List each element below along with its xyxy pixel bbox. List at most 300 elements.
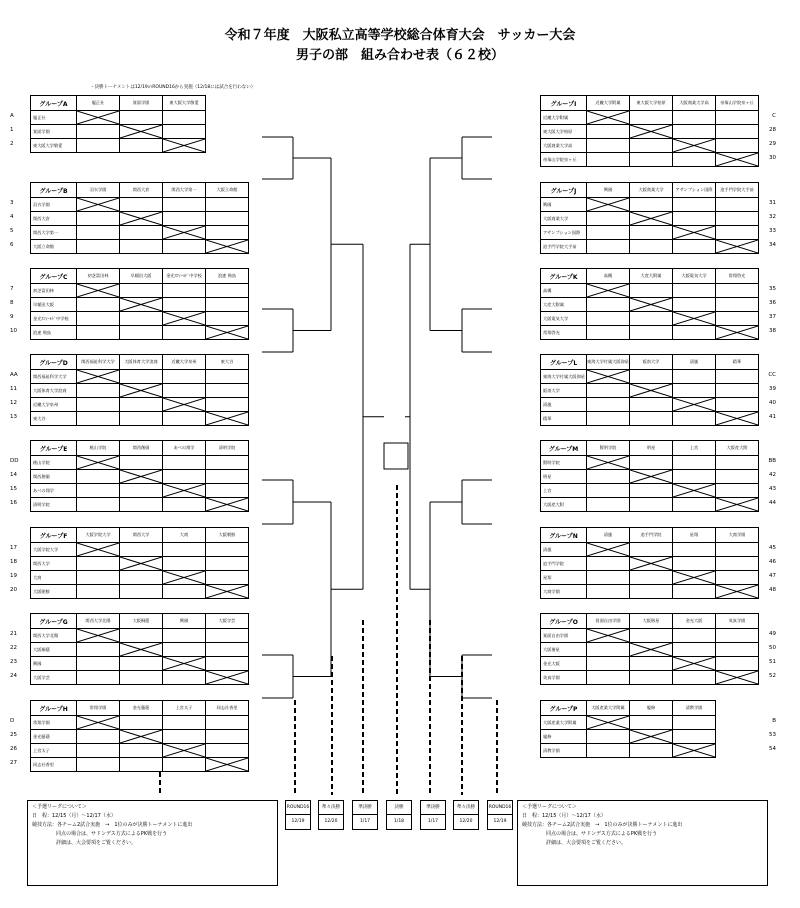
entry-number: 16: [10, 500, 17, 506]
result-cell: [120, 484, 163, 498]
result-cell: [120, 744, 163, 758]
group-header-team: 関西大学: [120, 528, 163, 543]
result-cell: [673, 284, 716, 298]
group-row-team: 箕面学園: [31, 125, 77, 139]
group-row-team: 賢明学院: [541, 456, 587, 470]
group-row-team: 関西大学: [31, 557, 77, 571]
group-name: グループK: [541, 269, 587, 284]
group-header-team: 大阪学芸: [206, 614, 249, 629]
self-match-cross: [630, 125, 673, 139]
group-header-team: 大商: [163, 528, 206, 543]
group-header-team: 上宮太子: [163, 701, 206, 716]
self-match-cross: [630, 212, 673, 226]
result-cell: [716, 557, 759, 571]
result-cell: [716, 212, 759, 226]
group-header-team: 関西福祉科学大学: [77, 355, 120, 370]
group-row-team: 大阪電気大学: [541, 312, 587, 326]
entry-number: 38: [769, 328, 776, 334]
entry-number: 1: [10, 127, 14, 133]
entry-number: 9: [10, 314, 14, 320]
result-cell: [716, 226, 759, 240]
group-header-team: 大阪朝鮮: [206, 528, 249, 543]
result-cell: [587, 212, 630, 226]
result-cell: [77, 139, 120, 153]
group-row-team: 近畿大学泉州: [31, 398, 77, 412]
group-header-team: 大阪産業大学附属: [587, 701, 630, 716]
self-match-cross: [120, 557, 163, 571]
group-row-team: 興國: [31, 657, 77, 671]
self-match-cross: [77, 111, 120, 125]
group-row-team: 清風: [541, 398, 587, 412]
result-cell: [163, 557, 206, 571]
group-header-team: 英真学園: [716, 614, 759, 629]
self-match-cross: [206, 585, 249, 599]
result-cell: [163, 370, 206, 384]
info-tiebreak: 同点の場合は、サドンデス方式によるPK戦を行う: [56, 831, 168, 837]
group-row-team: 清教学園: [541, 744, 587, 758]
result-cell: [163, 543, 206, 557]
result-cell: [630, 744, 673, 758]
self-match-cross: [587, 716, 630, 730]
group-row-team: 大阪偕星: [541, 643, 587, 657]
self-match-cross: [716, 412, 759, 426]
preliminary-info-left: [27, 800, 278, 886]
round-box: [285, 800, 311, 830]
group-header-team: 初芝富田林: [77, 269, 120, 284]
result-cell: [77, 730, 120, 744]
entry-number: 50: [769, 645, 776, 651]
group-table: [30, 95, 206, 153]
group-header-team: 大阪偕星: [630, 614, 673, 629]
final-slot: [384, 443, 408, 469]
self-match-cross: [120, 730, 163, 744]
group-header-team: 同志社香里: [206, 701, 249, 716]
result-cell: [673, 643, 716, 657]
result-cell: [206, 657, 249, 671]
group-row-team: 大阪立命館: [31, 240, 77, 254]
result-cell: [587, 643, 630, 657]
result-cell: [716, 139, 759, 153]
result-cell: [630, 671, 673, 685]
result-cell: [206, 312, 249, 326]
group-row-team: 金光大阪: [541, 657, 587, 671]
group-header-team: 大阪商業大学高: [673, 96, 716, 111]
entry-number: 35: [769, 286, 776, 292]
self-match-cross: [120, 125, 163, 139]
result-cell: [716, 125, 759, 139]
result-cell: [77, 671, 120, 685]
result-cell: [673, 730, 716, 744]
result-cell: [716, 484, 759, 498]
result-cell: [77, 585, 120, 599]
info-method: 競技方法：各チーム2試合実施 → 1位のみが決勝トーナメントに進出: [32, 822, 193, 828]
entry-number: 26: [10, 746, 17, 752]
entry-number: CC: [768, 372, 776, 378]
entry-number: 33: [769, 228, 776, 234]
self-match-cross: [673, 312, 716, 326]
entry-number: DD: [10, 458, 19, 464]
preliminary-info-right: [517, 800, 768, 886]
group-name: グループE: [31, 441, 77, 456]
group-header-team: 羽衣学園: [77, 183, 120, 198]
result-cell: [673, 125, 716, 139]
round-name: 準々決勝: [454, 801, 478, 815]
result-cell: [206, 370, 249, 384]
entry-number: 21: [10, 631, 17, 637]
group-name: グループJ: [541, 183, 587, 198]
self-match-cross: [77, 198, 120, 212]
self-match-cross: [77, 456, 120, 470]
entry-number: 4: [10, 214, 14, 220]
entry-number: 48: [769, 587, 776, 593]
group-row-team: 大阪学院大学: [31, 543, 77, 557]
result-cell: [716, 298, 759, 312]
group-row-team: 英真学園: [541, 671, 587, 685]
result-cell: [630, 370, 673, 384]
result-cell: [163, 125, 206, 139]
result-cell: [630, 585, 673, 599]
result-cell: [163, 284, 206, 298]
result-cell: [120, 657, 163, 671]
result-cell: [587, 585, 630, 599]
self-match-cross: [673, 744, 716, 758]
group-header-team: 興國: [163, 614, 206, 629]
self-match-cross: [673, 657, 716, 671]
group-header-team: 箕面学園: [120, 96, 163, 111]
group-header-team: 追手門学院: [630, 528, 673, 543]
result-cell: [163, 716, 206, 730]
result-cell: [120, 398, 163, 412]
result-cell: [77, 125, 120, 139]
group-row-team: 清風: [541, 543, 587, 557]
result-cell: [587, 412, 630, 426]
self-match-cross: [163, 657, 206, 671]
result-cell: [673, 543, 716, 557]
result-cell: [673, 557, 716, 571]
group-header-team: 関西大倉: [120, 183, 163, 198]
group-table: [30, 268, 249, 340]
self-match-cross: [587, 456, 630, 470]
self-match-cross: [673, 484, 716, 498]
group-header-team: 清明学院: [206, 441, 249, 456]
result-cell: [120, 312, 163, 326]
result-cell: [120, 629, 163, 643]
group-header-team: 金光藤蔭: [120, 701, 163, 716]
group-header-team: 常翔啓光: [716, 269, 759, 284]
group-row-team: 阪南大学: [541, 384, 587, 398]
result-cell: [673, 629, 716, 643]
result-cell: [206, 484, 249, 498]
entry-number: 36: [769, 300, 776, 306]
self-match-cross: [120, 298, 163, 312]
self-match-cross: [587, 284, 630, 298]
round-date: 12/20: [324, 819, 338, 824]
result-cell: [163, 326, 206, 340]
group-row-team: 早稲田大阪: [31, 298, 77, 312]
group-name: グループH: [31, 701, 77, 716]
round-name: ROUND16: [488, 801, 512, 815]
group-header-team: 関西大学北陽: [77, 614, 120, 629]
result-cell: [673, 212, 716, 226]
group-row-team: 東大阪大学柏原: [541, 125, 587, 139]
result-cell: [587, 571, 630, 585]
result-cell: [716, 470, 759, 484]
group-row-team: 金光ｽﾌｨｰﾙﾄﾞ中学校: [31, 312, 77, 326]
group-header-team: 東大阪大学敬愛: [163, 96, 206, 111]
group-header-team: 星翔: [673, 528, 716, 543]
round-box: [352, 800, 378, 830]
self-match-cross: [673, 571, 716, 585]
result-cell: [630, 716, 673, 730]
result-cell: [163, 198, 206, 212]
result-cell: [163, 111, 206, 125]
result-cell: [716, 398, 759, 412]
result-cell: [206, 470, 249, 484]
self-match-cross: [716, 585, 759, 599]
entry-number: 39: [769, 386, 776, 392]
result-cell: [587, 226, 630, 240]
group-header-team: 明星: [630, 441, 673, 456]
group-row-team: 大阪商業大学高: [541, 139, 587, 153]
result-cell: [587, 240, 630, 254]
result-cell: [77, 744, 120, 758]
group-row-team: 大産大附属: [541, 298, 587, 312]
self-match-cross: [630, 730, 673, 744]
result-cell: [630, 543, 673, 557]
self-match-cross: [587, 370, 630, 384]
round-name: 準決勝: [421, 801, 445, 815]
group-header-team: 大阪商業大学: [630, 183, 673, 198]
group-row-team: 初芝富田林: [31, 284, 77, 298]
self-match-cross: [77, 543, 120, 557]
result-cell: [77, 398, 120, 412]
self-match-cross: [673, 139, 716, 153]
result-cell: [120, 240, 163, 254]
result-cell: [587, 470, 630, 484]
info-heading: ＜予選リーグについて＞: [522, 804, 577, 810]
entry-number: 28: [769, 127, 776, 133]
group-row-team: 大阪体育大学浪商: [31, 384, 77, 398]
result-cell: [673, 111, 716, 125]
result-cell: [77, 557, 120, 571]
group-row-team: あべの翔学: [31, 484, 77, 498]
result-cell: [163, 298, 206, 312]
group-row-team: 東海大学付属大阪仰星: [541, 370, 587, 384]
result-cell: [587, 730, 630, 744]
group-row-team: 追手門学院大手前: [541, 240, 587, 254]
entry-number: B: [772, 718, 776, 724]
round-box: [318, 800, 344, 830]
group-row-team: 大商学園: [541, 585, 587, 599]
result-cell: [206, 557, 249, 571]
result-cell: [206, 456, 249, 470]
group-row-team: 関西創価: [31, 470, 77, 484]
result-cell: [587, 671, 630, 685]
result-cell: [673, 198, 716, 212]
entry-number: 13: [10, 414, 17, 420]
entry-number: 44: [769, 500, 776, 506]
result-cell: [77, 384, 120, 398]
result-cell: [630, 326, 673, 340]
result-cell: [77, 326, 120, 340]
entry-number: 20: [10, 587, 17, 593]
result-cell: [77, 240, 120, 254]
entry-number: 51: [769, 659, 776, 665]
group-table: [540, 527, 759, 599]
group-header-team: 金光ｽﾌｨｰﾙﾄﾞ中学校: [163, 269, 206, 284]
self-match-cross: [630, 384, 673, 398]
group-header-team: 賢明学院: [587, 441, 630, 456]
group-header-team: 上宮: [673, 441, 716, 456]
info-details: 詳細は、大会要項をご覧ください。: [546, 840, 627, 846]
entry-number: 11: [10, 386, 17, 392]
entry-number: 37: [769, 314, 776, 320]
round-box: [487, 800, 513, 830]
group-header-team: 履正社: [77, 96, 120, 111]
result-cell: [120, 139, 163, 153]
round-date: 12/19: [493, 819, 507, 824]
round-box: [453, 800, 479, 830]
group-header-team: 履修: [630, 701, 673, 716]
group-row-team: 関西大倉: [31, 212, 77, 226]
result-cell: [77, 226, 120, 240]
self-match-cross: [587, 629, 630, 643]
group-row-team: 大阪学芸: [31, 671, 77, 685]
group-header-team: 大阪体育大学浪商: [120, 355, 163, 370]
result-cell: [206, 198, 249, 212]
result-cell: [587, 657, 630, 671]
entry-number: 30: [769, 155, 776, 161]
group-row-team: 近畿大学附属: [541, 111, 587, 125]
self-match-cross: [630, 557, 673, 571]
result-cell: [120, 326, 163, 340]
result-cell: [163, 730, 206, 744]
result-cell: [163, 456, 206, 470]
result-cell: [120, 571, 163, 585]
group-row-team: 大阪朝鮮: [31, 585, 77, 599]
group-row-team: 大阪桐蔭: [31, 643, 77, 657]
result-cell: [587, 498, 630, 512]
entry-number: AA: [10, 372, 18, 378]
result-cell: [716, 456, 759, 470]
group-name: グループG: [31, 614, 77, 629]
result-cell: [163, 240, 206, 254]
self-match-cross: [77, 284, 120, 298]
result-cell: [587, 744, 630, 758]
entry-number: 18: [10, 559, 17, 565]
group-header-team: 追手門学院大手前: [716, 183, 759, 198]
result-cell: [77, 657, 120, 671]
result-cell: [587, 484, 630, 498]
group-name: グループP: [541, 701, 587, 716]
group-row-team: 大阪商業大学: [541, 212, 587, 226]
result-cell: [120, 758, 163, 772]
round-name: 決勝: [387, 801, 411, 815]
result-cell: [587, 398, 630, 412]
group-row-team: 高槻: [541, 284, 587, 298]
group-header-team: 大阪立命館: [206, 183, 249, 198]
result-cell: [673, 240, 716, 254]
group-header-team: 近畿大学附属: [587, 96, 630, 111]
self-match-cross: [120, 643, 163, 657]
result-cell: [630, 139, 673, 153]
result-cell: [630, 657, 673, 671]
entry-number: 22: [10, 645, 17, 651]
result-cell: [716, 370, 759, 384]
entry-number: 7: [10, 286, 14, 292]
result-cell: [163, 629, 206, 643]
self-match-cross: [630, 470, 673, 484]
self-match-cross: [206, 498, 249, 512]
group-row-team: 常翔学園: [31, 716, 77, 730]
self-match-cross: [206, 758, 249, 772]
result-cell: [77, 212, 120, 226]
entry-number: 19: [10, 573, 17, 579]
entry-number: 32: [769, 214, 776, 220]
group-row-team: 箕面自由学園: [541, 629, 587, 643]
round-name: 準々決勝: [319, 801, 343, 815]
entry-number: 49: [769, 631, 776, 637]
group-header-team: 箕面自由学園: [587, 614, 630, 629]
group-row-team: 東大阪大学敬愛: [31, 139, 77, 153]
group-row-team: 上宮: [541, 484, 587, 498]
group-table: [540, 700, 716, 758]
group-header-team: 大阪電気大学: [673, 269, 716, 284]
entry-number: 53: [769, 732, 776, 738]
group-table: [30, 527, 249, 599]
entry-number: 45: [769, 545, 776, 551]
round-date: 1/18: [393, 819, 405, 824]
result-cell: [673, 716, 716, 730]
result-cell: [630, 312, 673, 326]
result-cell: [120, 716, 163, 730]
entry-number: 42: [769, 472, 776, 478]
entry-number: 31: [769, 200, 776, 206]
result-cell: [163, 470, 206, 484]
group-header-team: 大阪桐蔭: [120, 614, 163, 629]
info-tiebreak: 同点の場合は、サドンデス方式によるPK戦を行う: [546, 831, 658, 837]
group-name: グループO: [541, 614, 587, 629]
group-header-team: 清風: [587, 528, 630, 543]
entry-number: C: [772, 113, 776, 119]
entry-number: 54: [769, 746, 776, 752]
result-cell: [630, 111, 673, 125]
entry-number: 3: [10, 200, 14, 206]
entry-number: 14: [10, 472, 17, 478]
result-cell: [206, 716, 249, 730]
group-row-team: 同志社香里: [31, 758, 77, 772]
result-cell: [120, 585, 163, 599]
self-match-cross: [163, 226, 206, 240]
result-cell: [206, 398, 249, 412]
group-header-team: 常翔学園: [77, 701, 120, 716]
group-table: [30, 354, 249, 426]
group-row-team: 興國: [541, 198, 587, 212]
result-cell: [206, 571, 249, 585]
group-header-team: 関西大学第一: [163, 183, 206, 198]
result-cell: [630, 571, 673, 585]
result-cell: [587, 557, 630, 571]
group-header-team: 清風: [673, 355, 716, 370]
result-cell: [120, 370, 163, 384]
group-row-team: 清明学院: [31, 498, 77, 512]
group-name: グループA: [31, 96, 77, 111]
entry-number: 24: [10, 673, 17, 679]
group-table: [540, 182, 759, 254]
result-cell: [163, 498, 206, 512]
self-match-cross: [673, 226, 716, 240]
result-cell: [673, 370, 716, 384]
